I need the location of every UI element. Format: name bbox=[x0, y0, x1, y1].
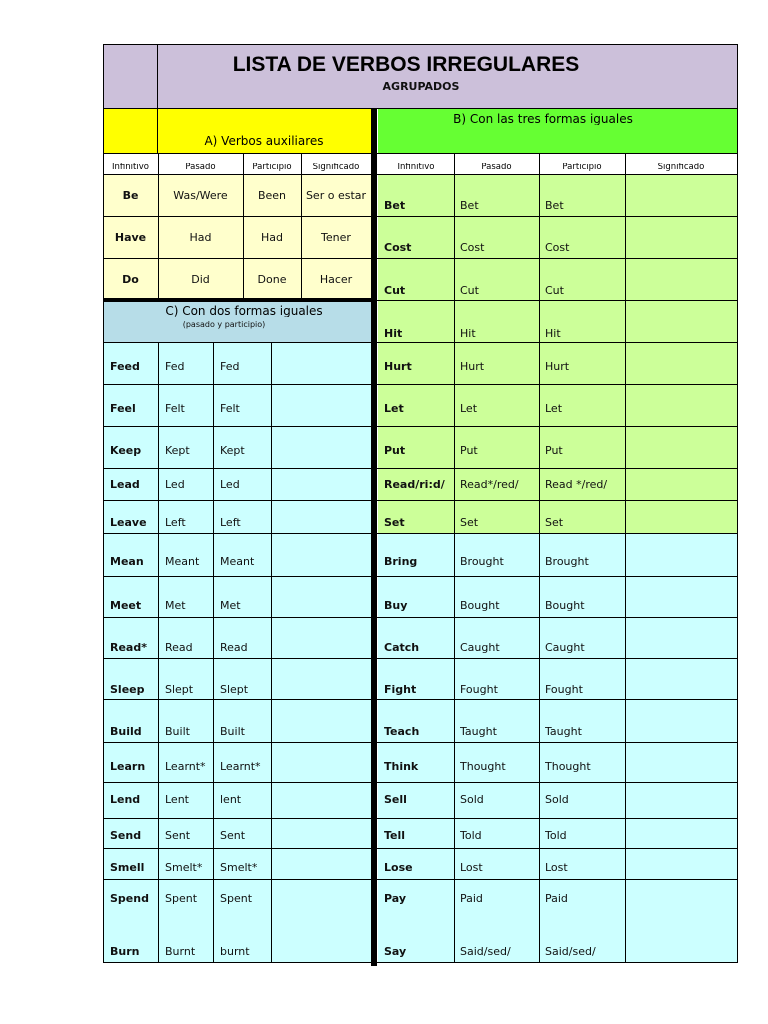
v-line bbox=[158, 153, 159, 174]
table-cell: Say bbox=[384, 946, 407, 957]
table-cell: Have bbox=[114, 232, 147, 243]
h-line bbox=[103, 742, 373, 743]
v-line bbox=[243, 153, 244, 174]
table-cell: Cost bbox=[384, 242, 412, 253]
h-line bbox=[103, 216, 373, 217]
table-cell: Hurt bbox=[545, 361, 570, 372]
table-cell: Hurt bbox=[384, 361, 412, 372]
table-cell: Set bbox=[545, 517, 564, 528]
v-line bbox=[158, 174, 159, 300]
table-cell: Feed bbox=[110, 361, 140, 372]
table-cell: Was/Were bbox=[173, 190, 228, 201]
v-line bbox=[625, 174, 626, 533]
h-line bbox=[373, 742, 737, 743]
table-cell: Built bbox=[220, 726, 245, 737]
table-cell: Mean bbox=[110, 556, 144, 567]
h-line bbox=[103, 782, 373, 783]
table-cell: Bought bbox=[545, 600, 585, 611]
v-line bbox=[539, 174, 540, 533]
table-cell: Read bbox=[165, 642, 193, 653]
h-line bbox=[373, 500, 737, 501]
h-line bbox=[103, 818, 373, 819]
h-line bbox=[373, 818, 737, 819]
column-header: Participio bbox=[562, 163, 602, 172]
table-cell: Read/ri:d/ bbox=[384, 479, 445, 490]
table-cell: Read* bbox=[110, 642, 147, 653]
table-cell: Set bbox=[384, 517, 405, 528]
h-line bbox=[103, 699, 373, 700]
table-cell: Cost bbox=[460, 242, 485, 253]
h-line bbox=[103, 533, 373, 534]
table-cell: Lost bbox=[545, 862, 568, 873]
table-cell: Paid bbox=[545, 893, 568, 904]
h-line bbox=[103, 468, 373, 469]
h-line bbox=[103, 426, 373, 427]
table-cell: Spend bbox=[110, 893, 149, 904]
table-cell: Hacer bbox=[319, 274, 353, 285]
column-header: Pasado bbox=[481, 163, 512, 172]
table-cell: Put bbox=[384, 445, 406, 456]
table-cell: Sold bbox=[460, 794, 484, 805]
h-line bbox=[103, 658, 373, 659]
h-line bbox=[373, 384, 737, 385]
table-cell: Fight bbox=[384, 684, 417, 695]
table-cell: Sleep bbox=[110, 684, 145, 695]
table-cell: Meant bbox=[165, 556, 200, 567]
v-line bbox=[158, 342, 159, 962]
v-line bbox=[454, 533, 455, 962]
table-cell: Let bbox=[545, 403, 563, 414]
h-line bbox=[373, 962, 737, 963]
table-cell: Send bbox=[110, 830, 142, 841]
h-line bbox=[373, 342, 737, 343]
table-cell: Bet bbox=[384, 200, 406, 211]
table-cell: Read bbox=[220, 642, 248, 653]
table-cell: Tell bbox=[384, 830, 406, 841]
v-line bbox=[103, 44, 104, 962]
h-line bbox=[103, 298, 373, 302]
table-cell: Hit bbox=[460, 328, 476, 339]
table-cell: Led bbox=[220, 479, 240, 490]
table-cell: Thought bbox=[545, 761, 591, 772]
table-cell: Lost bbox=[460, 862, 483, 873]
table-cell: Told bbox=[460, 830, 482, 841]
h-line bbox=[103, 174, 737, 175]
h-line bbox=[373, 658, 737, 659]
v-line bbox=[243, 174, 244, 300]
table-cell: Cost bbox=[545, 242, 570, 253]
table-cell: Hit bbox=[384, 328, 403, 339]
table-cell: Sold bbox=[545, 794, 569, 805]
column-header: Infinitivo bbox=[112, 163, 149, 172]
table-cell: Hurt bbox=[460, 361, 485, 372]
column-header: Significado bbox=[657, 163, 705, 172]
table-cell: Do bbox=[122, 274, 139, 285]
table-cell: Thought bbox=[460, 761, 506, 772]
v-line bbox=[737, 44, 738, 963]
v-line bbox=[539, 153, 540, 174]
table-cell: Put bbox=[545, 445, 563, 456]
v-line bbox=[625, 153, 626, 174]
h-line bbox=[373, 699, 737, 700]
h-line bbox=[373, 258, 737, 259]
h-line bbox=[103, 44, 737, 45]
section-b-label: B) Con las tres formas iguales bbox=[453, 113, 633, 125]
h-line bbox=[103, 848, 373, 849]
column-header: Pasado bbox=[185, 163, 216, 172]
v-line bbox=[157, 108, 158, 153]
table-cell: Bet bbox=[545, 200, 564, 211]
table-cell: Build bbox=[110, 726, 142, 737]
table-cell: Brought bbox=[545, 556, 589, 567]
h-line bbox=[103, 153, 737, 154]
table-cell: Smelt* bbox=[220, 862, 258, 873]
section-c-note: (pasado y participio) bbox=[182, 321, 266, 329]
table-cell: Learn bbox=[110, 761, 146, 772]
table-cell: Taught bbox=[545, 726, 582, 737]
table-cell: Done bbox=[257, 274, 287, 285]
table-cell: Meet bbox=[110, 600, 142, 611]
table-cell: Kept bbox=[220, 445, 245, 456]
section-a-label: A) Verbos auxiliares bbox=[204, 135, 324, 147]
table-cell: Caught bbox=[545, 642, 585, 653]
h-line bbox=[373, 576, 737, 577]
table-cell: Paid bbox=[460, 893, 483, 904]
page-subtitle: AGRUPADOS bbox=[382, 81, 460, 92]
table-cell: Lent bbox=[165, 794, 189, 805]
table-cell: Cut bbox=[384, 285, 406, 296]
table-cell: Left bbox=[165, 517, 186, 528]
table-cell: Let bbox=[384, 403, 404, 414]
h-line bbox=[373, 617, 737, 618]
table-cell: Said/sed/ bbox=[460, 946, 511, 957]
table-cell: Had bbox=[261, 232, 283, 243]
h-line bbox=[373, 426, 737, 427]
table-cell: Fed bbox=[220, 361, 240, 372]
h-line bbox=[103, 342, 373, 343]
h-line bbox=[103, 576, 373, 577]
table-cell: Caught bbox=[460, 642, 500, 653]
v-line bbox=[371, 108, 377, 966]
column-header: Significado bbox=[312, 163, 360, 172]
table-cell: Met bbox=[220, 600, 241, 611]
v-line bbox=[271, 342, 272, 962]
h-line bbox=[373, 468, 737, 469]
table-cell: Met bbox=[165, 600, 186, 611]
table-cell: Built bbox=[165, 726, 190, 737]
table-cell: Let bbox=[460, 403, 478, 414]
page-title: LISTA DE VERBOS IRREGULARES bbox=[232, 54, 580, 75]
column-header: Participio bbox=[252, 163, 292, 172]
table-cell: Sent bbox=[165, 830, 191, 841]
table-cell: Led bbox=[165, 479, 185, 490]
table-cell: Left bbox=[220, 517, 241, 528]
table-cell: Meant bbox=[220, 556, 255, 567]
table-cell: Tener bbox=[321, 232, 351, 243]
table-cell: Spent bbox=[165, 893, 198, 904]
h-line bbox=[373, 879, 737, 880]
table-cell: Read*/red/ bbox=[460, 479, 519, 490]
table-cell: Leave bbox=[110, 517, 147, 528]
table-cell: Keep bbox=[110, 445, 142, 456]
table-cell: Cut bbox=[460, 285, 479, 296]
table-cell: Smell bbox=[110, 862, 145, 873]
table-cell: Teach bbox=[384, 726, 420, 737]
table-cell: Bring bbox=[384, 556, 418, 567]
table-cell: Read */red/ bbox=[545, 479, 608, 490]
section-c-label: C) Con dos formas iguales bbox=[165, 305, 323, 317]
table-cell: Spent bbox=[220, 893, 253, 904]
table-cell: Put bbox=[460, 445, 478, 456]
table-cell: Burnt bbox=[165, 946, 196, 957]
h-line bbox=[103, 258, 373, 259]
table-cell: Been bbox=[257, 190, 287, 201]
table-cell: Slept bbox=[165, 684, 194, 695]
v-line bbox=[539, 533, 540, 962]
h-line bbox=[373, 533, 737, 534]
table-cell: Felt bbox=[220, 403, 240, 414]
table-cell: Bet bbox=[460, 200, 479, 211]
table-cell: Learnt* bbox=[165, 761, 206, 772]
table-cell: Said/sed/ bbox=[545, 946, 596, 957]
table-cell: Lead bbox=[110, 479, 140, 490]
table-cell: Feel bbox=[110, 403, 136, 414]
h-line bbox=[373, 300, 737, 301]
v-line bbox=[454, 153, 455, 174]
table-cell: Set bbox=[460, 517, 479, 528]
h-line bbox=[103, 384, 373, 385]
table-cell: Buy bbox=[384, 600, 408, 611]
table-cell: Brought bbox=[460, 556, 504, 567]
table-cell: lent bbox=[220, 794, 242, 805]
v-line bbox=[625, 533, 626, 962]
table-cell: Ser o estar bbox=[305, 190, 367, 201]
table-cell: Fought bbox=[545, 684, 583, 695]
table-cell: Fought bbox=[460, 684, 498, 695]
column-header: Infinitivo bbox=[397, 163, 435, 172]
v-line bbox=[157, 44, 158, 108]
table-cell: Cut bbox=[545, 285, 564, 296]
table-cell: Lend bbox=[110, 794, 141, 805]
table-cell: Told bbox=[545, 830, 567, 841]
h-line bbox=[103, 500, 373, 501]
table-cell: Had bbox=[189, 232, 212, 243]
table-cell: Hit bbox=[545, 328, 561, 339]
h-line bbox=[373, 782, 737, 783]
table-cell: Burn bbox=[110, 946, 140, 957]
table-cell: Taught bbox=[460, 726, 497, 737]
table-cell: Pay bbox=[384, 893, 407, 904]
table-cell: Catch bbox=[384, 642, 420, 653]
v-line bbox=[213, 342, 214, 962]
table-cell: Kept bbox=[165, 445, 190, 456]
table-cell: Sell bbox=[384, 794, 407, 805]
table-cell: burnt bbox=[220, 946, 250, 957]
h-line bbox=[373, 216, 737, 217]
h-line bbox=[103, 108, 737, 109]
table-cell: Be bbox=[122, 190, 139, 201]
table-cell: Lose bbox=[384, 862, 413, 873]
table-cell: Learnt* bbox=[220, 761, 261, 772]
table-cell: Sent bbox=[220, 830, 246, 841]
v-line bbox=[301, 153, 302, 174]
table-cell: Think bbox=[384, 761, 419, 772]
h-line bbox=[103, 617, 373, 618]
table-cell: Did bbox=[191, 274, 210, 285]
v-line bbox=[454, 174, 455, 533]
table-cell: Bought bbox=[460, 600, 500, 611]
table-cell: Fed bbox=[165, 361, 185, 372]
table-cell: Smelt* bbox=[165, 862, 203, 873]
table-cell: Felt bbox=[165, 403, 185, 414]
h-line bbox=[373, 848, 737, 849]
h-line bbox=[103, 879, 373, 880]
table-cell: Slept bbox=[220, 684, 249, 695]
v-line bbox=[301, 174, 302, 300]
